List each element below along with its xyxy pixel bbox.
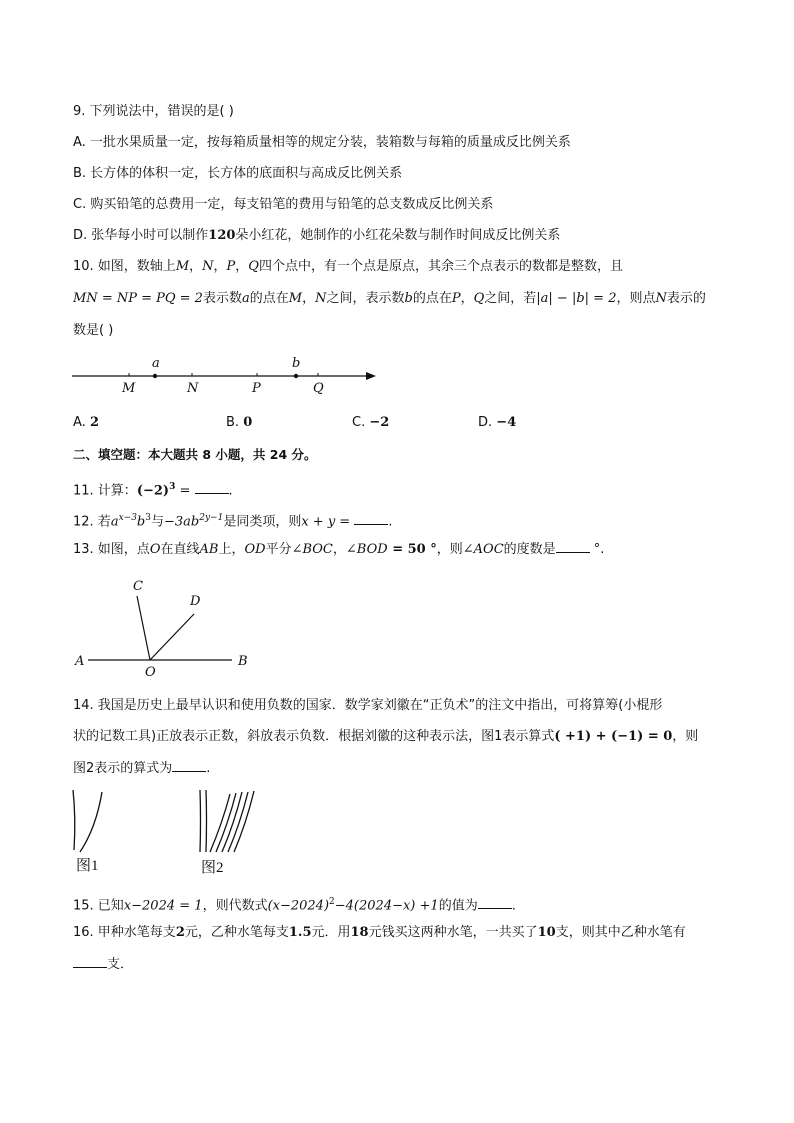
label-m: M — [122, 381, 136, 396]
q16-line-1: 16. 甲种水笔每支2元，乙种水笔每支1.5元．用18元钱买这两种水笔，一共买了10支，则其中乙种水笔有 — [73, 925, 686, 940]
q13: 13. 如图，点O在直线AB上，OD平分∠BOC，∠BOD = 50 °，则∠AOC的度数是 °. — [73, 542, 605, 557]
q12: 12. 若$a^{x-3}b^3$与$-3ab^{2y-1}$是同类项，则x + y = . — [73, 513, 393, 530]
answer-blank[interactable] — [354, 512, 388, 525]
label-c: C — [133, 579, 143, 594]
ray-od — [150, 614, 194, 660]
number-line-figure — [68, 352, 388, 396]
section-heading: 二、填空题：本大题共 8 小题，共 24 分。 — [73, 447, 317, 462]
figure-1-caption: 图1 — [76, 858, 99, 874]
q9-stem: 9. 下列说法中，错误的是( ) — [73, 104, 234, 119]
q15: 15. 已知x−2024 = 1，则代数式$(x-2024)^2-4(2024-x) +1$的值为 . — [73, 897, 516, 914]
answer-blank[interactable] — [73, 955, 107, 968]
upright-rod — [206, 790, 207, 852]
q10-line-3: 数是( ) — [73, 323, 114, 338]
q10-option-c: C. −2 — [352, 415, 390, 430]
q14-line-3: 图2表示的算式为 . — [73, 761, 211, 776]
q10-line-2: MN = NP = PQ = 2表示数a的点在M，N之间，表示数b的点在P，Q之间，若|a| − |b| = 2，则点N表示的 — [73, 291, 706, 306]
q10-option-b: B. 0 — [226, 415, 253, 430]
number-line-arrow — [366, 372, 376, 380]
counting-rods-figure — [68, 788, 268, 880]
label-q: Q — [313, 381, 324, 396]
answer-blank[interactable] — [195, 481, 229, 494]
upright-rod — [73, 790, 75, 850]
answer-blank[interactable] — [556, 540, 590, 553]
label-n: N — [187, 381, 199, 396]
q14-line-1: 14. 我国是历史上最早认识和使用负数的国家．数学家刘徽在“正负术”的注文中指出，可将算筹(小棍形 — [73, 698, 663, 713]
answer-blank[interactable] — [172, 759, 206, 772]
q11: 11. 计算：$(-2)^3$ = . — [73, 482, 233, 499]
q10-line-1: 10. 如图，数轴上M，N，P，Q四个点中，有一个点是原点，其余三个点表示的数都是整数，且 — [73, 259, 623, 274]
label-b: b — [292, 356, 301, 371]
q10-option-d: D. −4 — [478, 415, 517, 430]
label-p: P — [252, 381, 261, 396]
q9-option-b: B. 长方体的体积一定，长方体的底面积与高成反比例关系 — [73, 166, 403, 181]
answer-blank[interactable] — [478, 896, 512, 909]
q10-option-a: A. 2 — [73, 415, 99, 430]
angle-figure — [70, 572, 260, 678]
label-b: B — [238, 654, 248, 669]
point-a — [153, 374, 157, 378]
label-a: a — [152, 356, 160, 371]
slanted-rod — [80, 792, 102, 852]
ray-oc — [137, 596, 150, 660]
q9-option-c: C. 购买铅笔的总费用一定，每支铅笔的费用与铅笔的总支数成反比例关系 — [73, 197, 494, 212]
slanted-rod — [234, 791, 254, 852]
q14-line-2: 状的记数工具)正放表示正数，斜放表示负数．根据刘徽的这种表示法，图1表示算式( +1) + (−1) = 0，则 — [73, 729, 699, 744]
figure-2-caption: 图2 — [201, 860, 224, 876]
label-o: O — [145, 665, 156, 678]
point-b — [294, 374, 298, 378]
q16-line-2: 支． — [73, 955, 133, 974]
label-d: D — [190, 594, 201, 609]
label-a: A — [75, 654, 85, 669]
q9-option-d: D. 张华每小时可以制作120朵小红花，她制作的小红花朵数与制作时间成反比例关系 — [73, 228, 561, 243]
q9-option-a: A. 一批水果质量一定，按每箱质量相等的规定分装，装箱数与每箱的质量成反比例关系 — [73, 135, 571, 150]
upright-rod — [200, 790, 201, 852]
